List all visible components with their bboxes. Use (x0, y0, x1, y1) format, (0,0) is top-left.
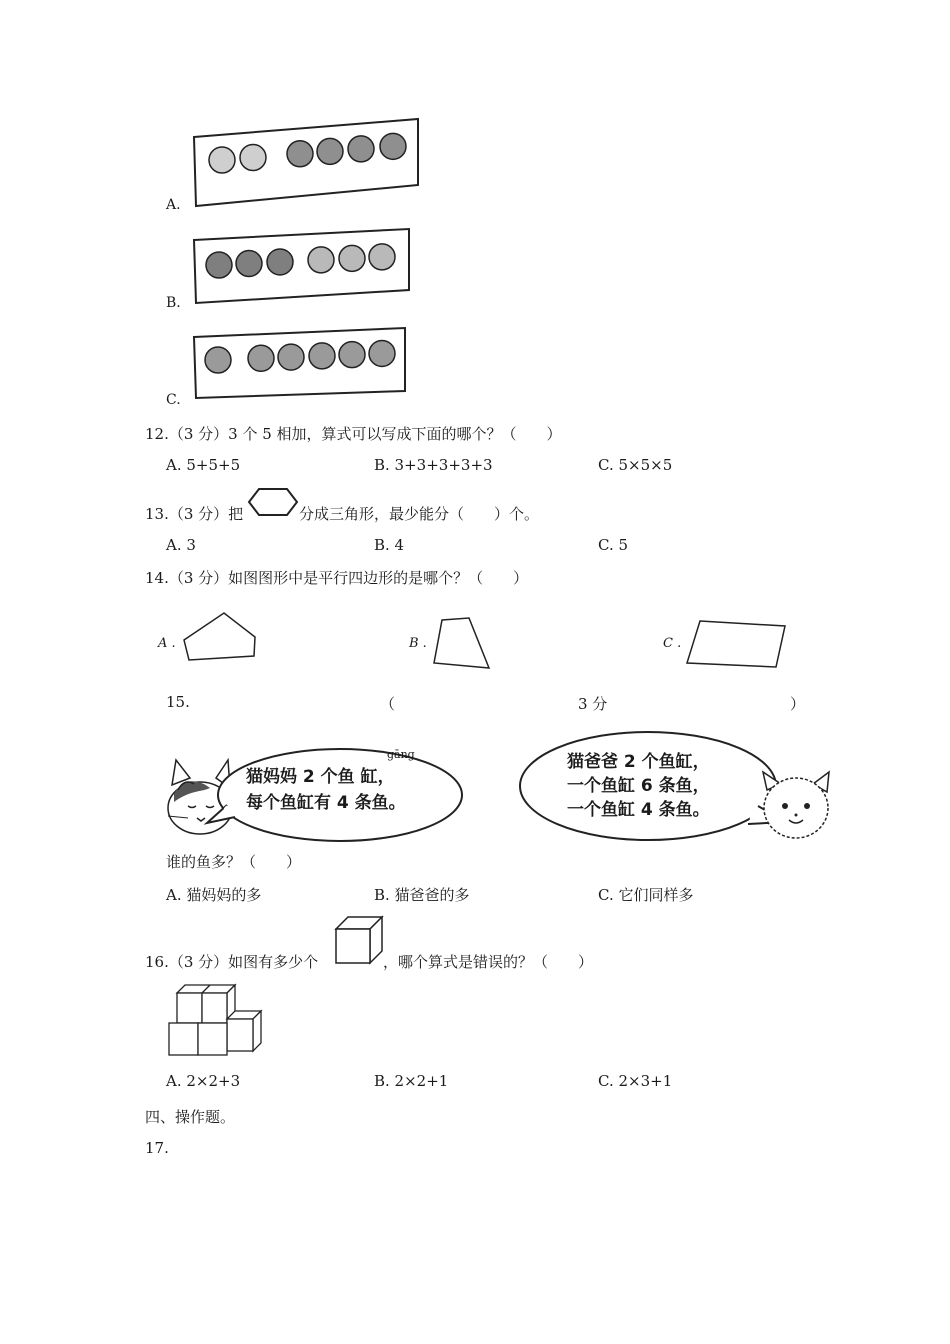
q16-stem-after: ，哪个算式是错误的？（ ） (383, 953, 594, 971)
trapezoid-shape (430, 612, 500, 682)
counter-circle (339, 342, 365, 368)
q11-strip-b (194, 229, 409, 303)
counter-circle (206, 252, 232, 278)
counter-circle (339, 245, 365, 271)
counter-circle (369, 244, 395, 270)
counter-circle (236, 251, 262, 277)
counter-circle (317, 138, 343, 164)
father-line-1: 猫爸爸 2 个鱼缸， (567, 752, 710, 772)
q15-paren-open: （ (380, 695, 396, 713)
q15-option-b[interactable]: B. 猫爸爸的多 (374, 886, 470, 904)
counter-circle (205, 347, 231, 373)
counter-circle (267, 249, 293, 275)
q13-stem-before: 13.（3 分）把 (145, 505, 244, 523)
q12-option-b[interactable]: B. 3+3+3+3+3 (374, 456, 493, 474)
q14-shape-a-label[interactable]: A . (158, 636, 176, 651)
father-cat-image (757, 768, 837, 848)
hexagon-icon (248, 488, 298, 518)
q15-question: 谁的鱼多？（ ） (166, 853, 302, 871)
counter-circle (248, 345, 274, 371)
q14-shape-c-label[interactable]: C . (663, 636, 682, 651)
father-line-3: 一个鱼缸 4 条鱼。 (567, 800, 710, 820)
q13-option-b[interactable]: B. 4 (374, 536, 405, 554)
q15-number: 15. (166, 693, 190, 711)
q14-shape-b-label[interactable]: B . (409, 636, 427, 651)
section-4-title: 四、操作题。 (145, 1108, 236, 1126)
q14-stem: 14.（3 分）如图图形中是平行四边形的是哪个？（ ） (145, 569, 529, 587)
mother-line-2: 每个鱼缸有 4 条鱼。 (246, 793, 406, 813)
counter-circle (278, 344, 304, 370)
q16-option-a[interactable]: A. 2×2+3 (166, 1072, 241, 1090)
counter-circle (209, 147, 235, 173)
cube-icon (334, 915, 386, 965)
counter-circle (369, 340, 395, 366)
q16-option-b[interactable]: B. 2×2+1 (374, 1072, 449, 1090)
q11-strip-a (194, 119, 418, 206)
q15-pinyin: gāng (387, 748, 415, 761)
q11-strip-c (194, 328, 405, 398)
q12-stem: 12.（3 分）3 个 5 相加，算式可以写成下面的哪个？（ ） (145, 425, 562, 443)
q11-option-c-label[interactable]: C. (166, 392, 181, 408)
father-line-2: 一个鱼缸 6 条鱼， (567, 776, 710, 796)
q13-stem-after: 分成三角形，最少能分（ ）个。 (299, 505, 540, 523)
q17-number: 17. (145, 1139, 169, 1157)
q15-points: 3 分 (578, 695, 608, 713)
counter-circle (287, 141, 313, 167)
q16-stem-before: 16.（3 分）如图有多少个 (145, 953, 319, 971)
q13-option-a[interactable]: A. 3 (166, 536, 196, 554)
counter-circle (308, 247, 334, 273)
q11-option-a-label[interactable]: A. (166, 197, 181, 213)
counter-circle (380, 133, 406, 159)
q15-option-c[interactable]: C. 它们同样多 (598, 886, 694, 904)
q15-paren-close: ） (790, 695, 806, 713)
mother-line-1: 猫妈妈 2 个鱼 缸， (246, 767, 395, 787)
q12-option-c[interactable]: C. 5×5×5 (598, 456, 673, 474)
q12-option-a[interactable]: A. 5+5+5 (166, 456, 241, 474)
counter-circle (240, 145, 266, 171)
counter-circle (348, 136, 374, 162)
pentagon-shape (180, 610, 270, 680)
q13-option-c[interactable]: C. 5 (598, 536, 629, 554)
stacked-cubes-figure (165, 983, 275, 1063)
q11-option-b-label[interactable]: B. (166, 295, 181, 311)
q16-option-c[interactable]: C. 2×3+1 (598, 1072, 673, 1090)
parallelogram-shape (684, 615, 794, 675)
counter-circle (309, 343, 335, 369)
q15-option-a[interactable]: A. 猫妈妈的多 (166, 886, 262, 904)
